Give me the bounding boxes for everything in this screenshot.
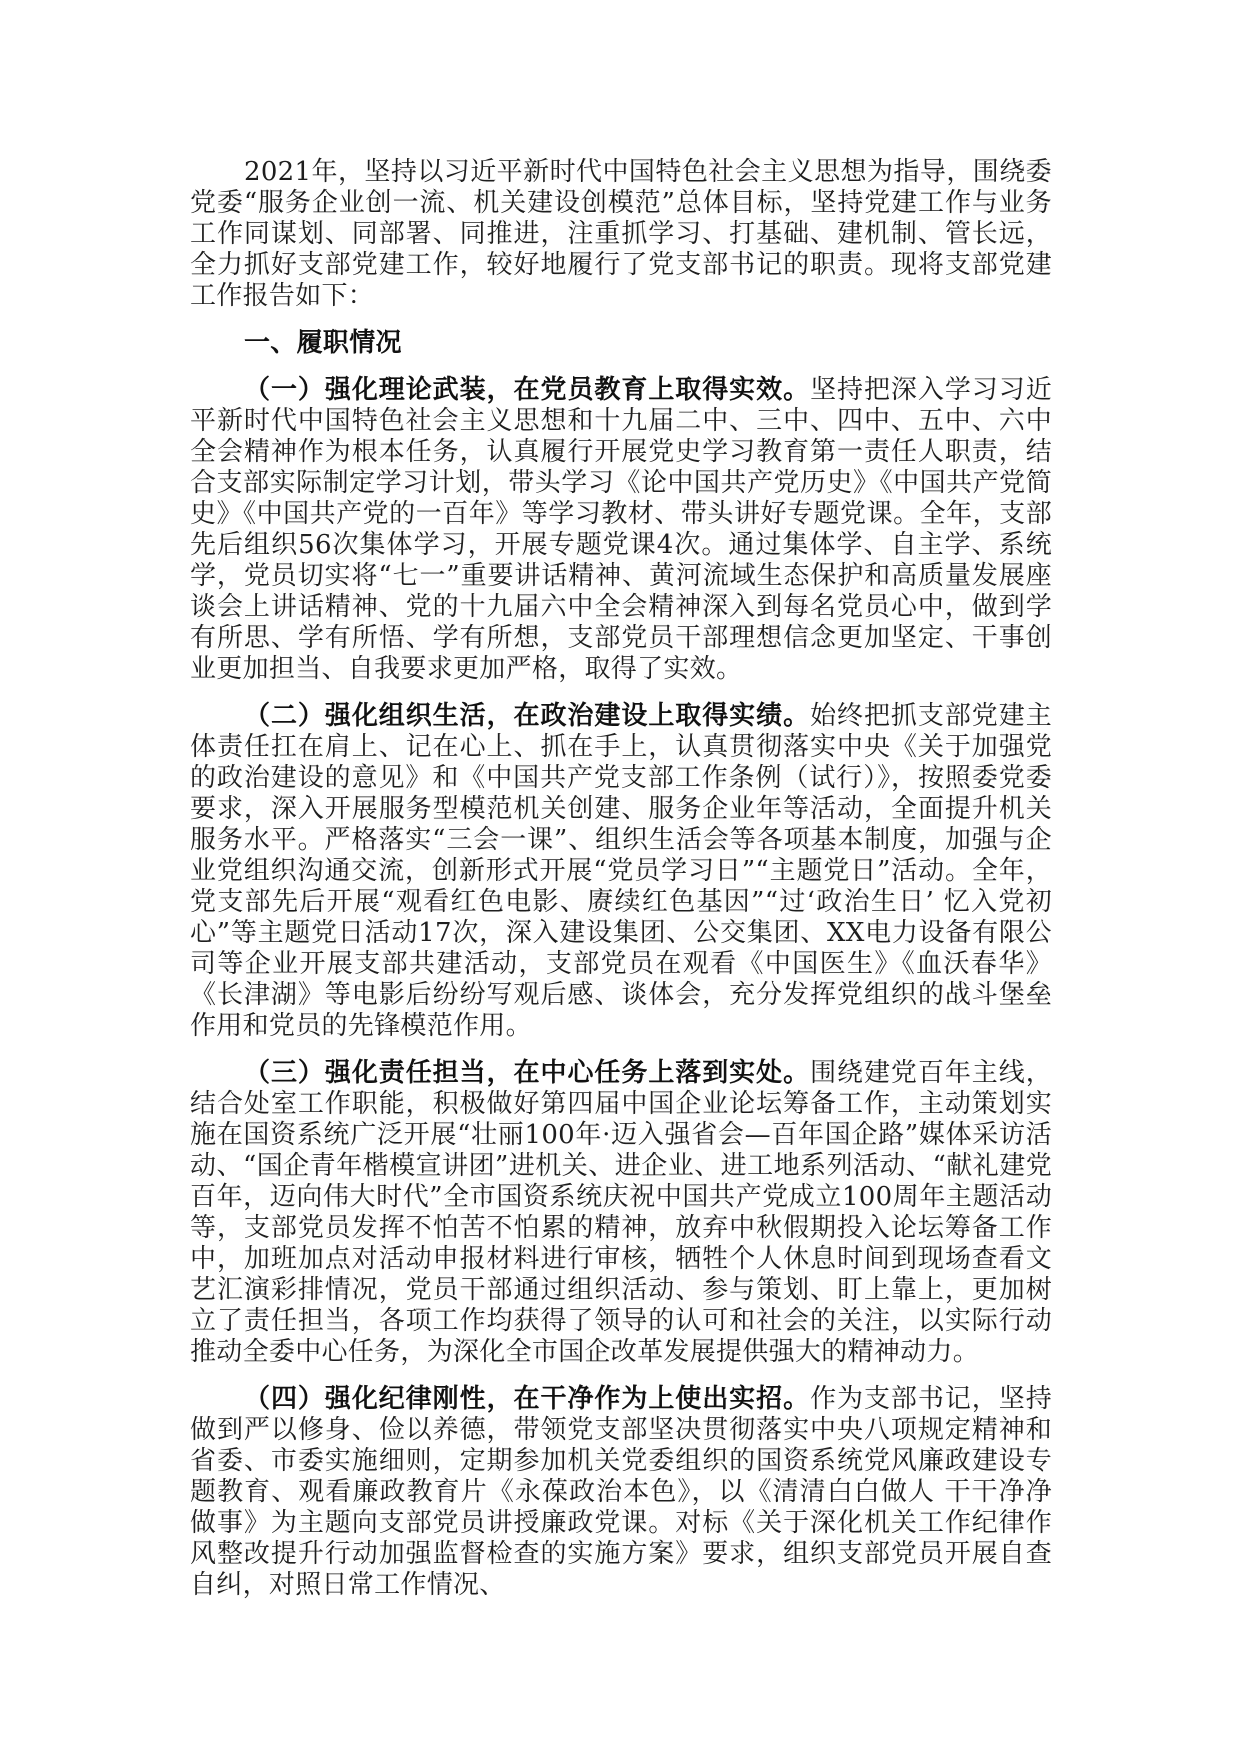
item-lead-2: （二）强化组织生活，在政治建设上取得实绩。 [244, 701, 811, 731]
item-body-4: 作为支部书记，坚持做到严以修身、俭以养德，带领党支部坚决贯彻落实中央八项规定精神和省委、市委实施细则，定期参加机关党委组织的国资系统党风廉政建设专题教育、观看廉政教育片《永葆政治本色》，以《清清白白做人 干干净净做事》为主题向支部党员讲授廉政党课。对标《关于深化机关工作纪律作风整改提升行动加强监督检查的实施方案》要求，组织支部党员开展自查自纠，对照日常工作情况、 [190, 1384, 1052, 1600]
item-paragraph-4 [190, 1384, 1052, 1601]
item-body-3: 围绕建党百年主线，结合处室工作职能，积极做好第四届中国企业论坛筹备工作，主动策划实施在国资系统广泛开展“壮丽100年·迈入强省会—百年国企路”媒体采访活动、“国企青年楷模宣讲团”进机关、进企业、进工地系列活动、“献礼建党百年，迈向伟大时代”全市国资系统庆祝中国共产党成立100周年主题活动等，支部党员发挥不怕苦不怕累的精神，放弃中秋假期投入论坛筹备工作中，加班加点对活动申报材料进行审核，牺牲个人休息时间到现场查看文艺汇演彩排情况，党员干部通过组织活动、参与策划、盯上靠上，更加树立了责任担当，各项工作均获得了领导的认可和社会的关注，以实际行动推动全委中心任务，为深化全市国企改革发展提供强大的精神动力。 [190, 1058, 1052, 1367]
item-lead-1: （一）强化理论武装，在党员教育上取得实效。 [244, 375, 811, 405]
item-paragraph-2 [190, 701, 1052, 1042]
item-lead-3: （三）强化责任担当，在中心任务上落到实处。 [244, 1058, 811, 1088]
document-page [190, 157, 1052, 1601]
item-body-2: 始终把抓支部党建主体责任扛在肩上、记在心上、抓在手上，认真贯彻落实中央《关于加强党的政治建设的意见》和《中国共产党支部工作条例（试行）》，按照委党委要求，深入开展服务型模范机关创建、服务企业年等活动，全面提升机关服务水平。严格落实“三会一课”、组织生活会等各项基本制度，加强与企业党组织沟通交流，创新形式开展“党员学习日”“主题党日”活动。全年，党支部先后开展“观看红色电影、赓续红色基因”“过‘政治生日’ 忆入党初心”等主题党日活动17次，深入建设集团、公交集团、XX电力设备有限公司等企业开展支部共建活动，支部党员在观看《中国医生》《血沃春华》《长津湖》等电影后纷纷写观后感、谈体会，充分发挥党组织的战斗堡垒作用和党员的先锋模范作用。 [190, 701, 1052, 1041]
item-paragraph-1 [190, 375, 1052, 685]
section-heading-performance: 一、履职情况 [244, 328, 402, 358]
item-body-1: 坚持把深入学习习近平新时代中国特色社会主义思想和十九届二中、三中、四中、五中、六中全会精神作为根本任务，认真履行开展党史学习教育第一责任人职责，结合支部实际制定学习计划，带头学习《论中国共产党历史》《中国共产党简史》《中国共产党的一百年》等学习教材、带头讲好专题党课。全年，支部先后组织56次集体学习，开展专题党课4次。通过集体学、自主学、系统学，党员切实将“七一”重要讲话精神、黄河流域生态保护和高质量发展座谈会上讲话精神、党的十九届六中全会精神深入到每名党员心中，做到学有所思、学有所悟、学有所想，支部党员干部理想信念更加坚定、干事创业更加担当、自我要求更加严格，取得了实效。 [190, 375, 1052, 684]
item-paragraph-3 [190, 1058, 1052, 1368]
item-lead-4: （四）强化纪律刚性，在干净作为上使出实招。 [244, 1384, 811, 1414]
intro-paragraph: 2021年，坚持以习近平新时代中国特色社会主义思想为指导，围绕委党委“服务企业创一流、机关建设创模范”总体目标，坚持党建工作与业务工作同谋划、同部署、同推进，注重抓学习、打基础、建机制、管长远，全力抓好支部党建工作，较好地履行了党支部书记的职责。现将支部党建工作报告如下： [190, 157, 1052, 311]
